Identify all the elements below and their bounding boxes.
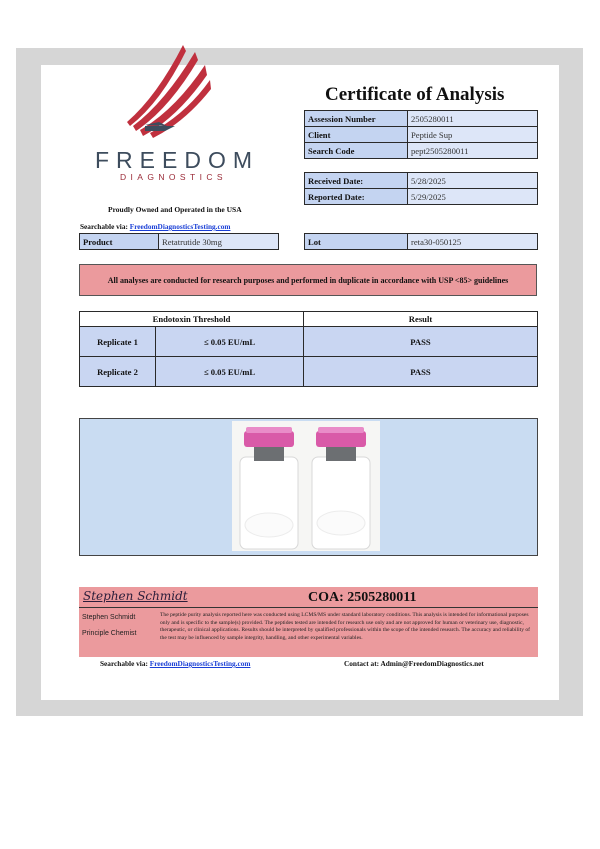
usp-banner xyxy=(79,264,537,296)
freedom-logo-icon xyxy=(45,30,225,150)
threshold-header: Endotoxin Threshold xyxy=(80,312,304,327)
contact-text: Contact at: Admin@FreedomDiagnostics.net xyxy=(344,659,484,668)
table-row xyxy=(80,327,538,357)
lot-label: Lot xyxy=(305,234,408,250)
chemist-name: Stephen Schmidt xyxy=(82,614,136,621)
table-row xyxy=(80,357,538,387)
received-value: 5/28/2025 xyxy=(408,173,538,189)
replicate-name: Replicate 2 xyxy=(80,357,156,387)
client-label: Client xyxy=(305,127,408,143)
sample-vials-image xyxy=(232,421,380,551)
signature-divider xyxy=(79,607,538,608)
product-value: Retatrutide 30mg xyxy=(159,234,279,250)
searchable-top xyxy=(80,222,230,231)
signature: Stephen Schmidt xyxy=(83,589,188,603)
searchable-footer xyxy=(100,659,250,668)
logo-wordmark: FREEDOM xyxy=(95,147,259,173)
searchable-label: Searchable via: xyxy=(80,222,128,231)
replicate-threshold: ≤ 0.05 EU/mL xyxy=(156,357,304,387)
assession-label: Assession Number xyxy=(305,111,408,127)
footer-searchable-link[interactable]: FreedomDiagnosticsTesting.com xyxy=(149,659,251,668)
assession-value: 2505280011 xyxy=(408,111,538,127)
searchable-link[interactable]: FreedomDiagnosticsTesting.com xyxy=(129,222,231,231)
replicate-name: Replicate 1 xyxy=(80,327,156,357)
client-value: Peptide Sup xyxy=(408,127,538,143)
banner-text: All analyses are conducted for research purposes and performed in duplicate in accordance with USP <85> guidelines xyxy=(107,275,509,285)
lot-table xyxy=(304,233,538,250)
footer-searchable-label: Searchable via: xyxy=(100,659,148,668)
received-label: Received Date: xyxy=(305,173,408,189)
owned-tagline: Proudly Owned and Operated in the USA xyxy=(108,205,242,214)
results-table xyxy=(79,311,538,387)
product-label: Product xyxy=(80,234,159,250)
reported-label: Reported Date: xyxy=(305,189,408,205)
vial-right xyxy=(312,427,370,549)
reported-value: 5/29/2025 xyxy=(408,189,538,205)
lot-value: reta30-050125 xyxy=(408,234,538,250)
accession-table xyxy=(304,110,538,159)
chemist-role: Principle Chemist xyxy=(82,630,137,637)
product-table xyxy=(79,233,279,250)
disclaimer-text: The peptide purity analysis reported here was conducted using LCMS/MS under standard laboratory conditions. This analysis is intended for informational purposes only and is specific to the sample(s) provided. The peptides tested are intended for research use only and are not approved for human or veterinary use, diagnostic, therapeutic, or clinical applications. Results should be interpreted by qualified professionals within the scope of the intended research. The accuracy and reliability of the test may be influenced by sample integrity, handling, and other experimental variables. xyxy=(160,612,531,641)
coa-number: COA: 2505280011 xyxy=(308,590,417,605)
page-title: Certificate of Analysis xyxy=(325,84,505,105)
dates-table xyxy=(304,172,538,205)
replicate-result: PASS xyxy=(304,327,538,357)
vial-left xyxy=(240,427,298,549)
replicate-threshold: ≤ 0.05 EU/mL xyxy=(156,327,304,357)
result-header: Result xyxy=(304,312,538,327)
search-code-value: pept2505280011 xyxy=(408,143,538,159)
logo-subtitle: DIAGNOSTICS xyxy=(120,172,227,182)
replicate-result: PASS xyxy=(304,357,538,387)
search-code-label: Search Code xyxy=(305,143,408,159)
